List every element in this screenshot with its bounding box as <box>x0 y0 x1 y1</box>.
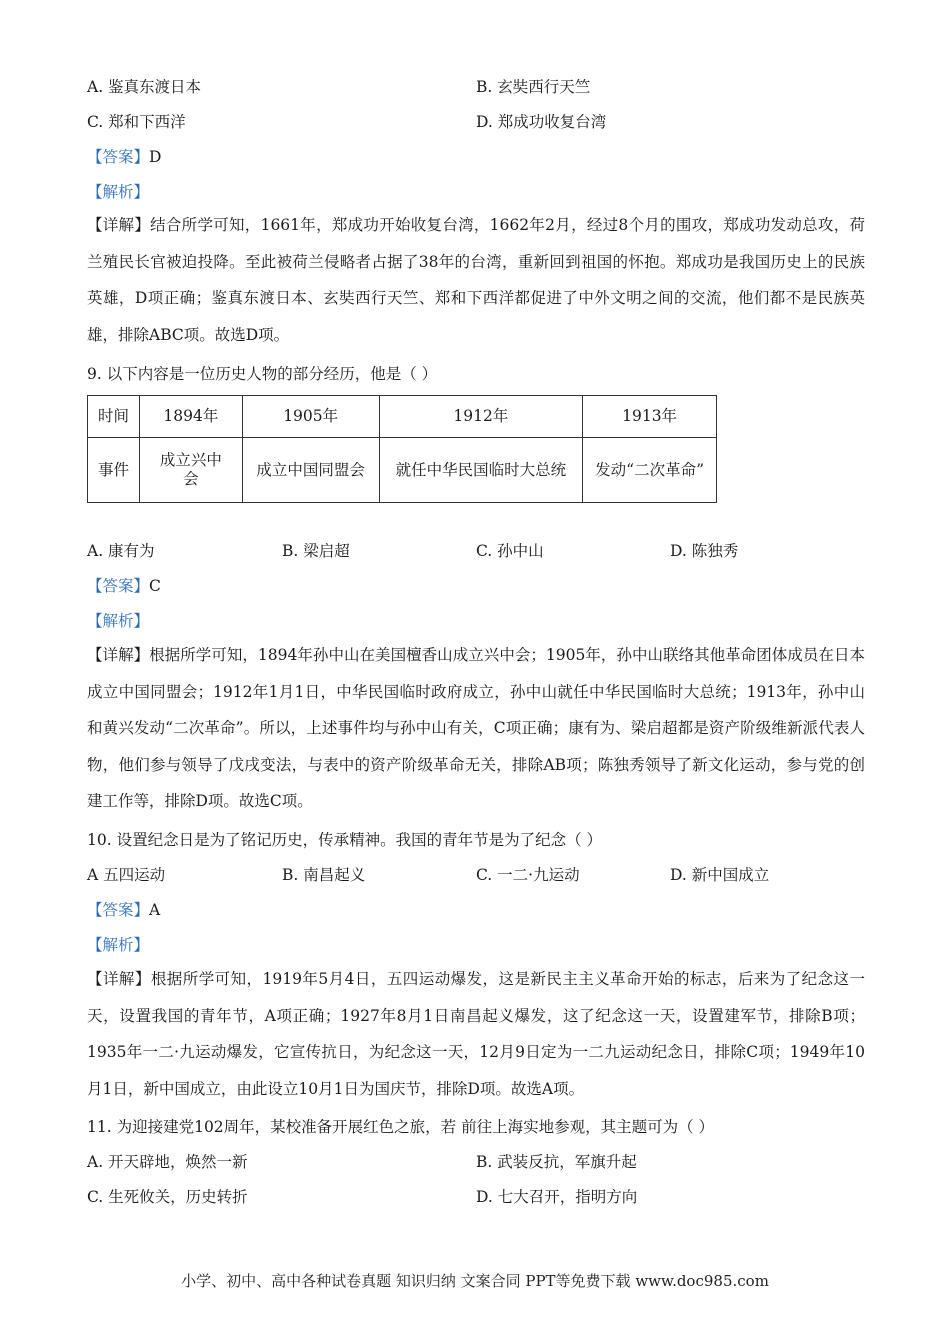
q10-option-b: B. 南昌起义 <box>282 866 366 884</box>
table-cell: 1894年 <box>139 396 242 438</box>
q8-option-b: B. 玄奘西行天竺 <box>476 78 591 96</box>
answer-tag: 【答案】 <box>87 901 150 919</box>
q10-question: 10. 设置纪念日是为了铭记历史，传承精神。我国的青年节是为了纪念（ ） <box>87 831 603 849</box>
q10-answer <box>87 900 160 920</box>
page-footer: 小学、初中、高中各种试卷真题 知识归纳 文案合同 PPT等免费下载 www.doc985.com <box>181 1272 769 1290</box>
q9-table <box>87 395 717 503</box>
q8-option-d: D. 郑成功收复台湾 <box>476 113 607 131</box>
table-cell: 成立中国同盟会 <box>242 438 379 503</box>
q9-option-d: D. 陈独秀 <box>670 542 739 560</box>
q10-detail <box>87 961 865 1107</box>
q11-option-c: C. 生死攸关，历史转折 <box>87 1188 248 1206</box>
q11-option-d: D. 七大召开，指明方向 <box>476 1188 638 1206</box>
q10-option-a: A 五四运动 <box>87 866 166 884</box>
q9-analysis-tag: 【解析】 <box>87 612 150 630</box>
q8-option-c: C. 郑和下西洋 <box>87 113 186 131</box>
q9-option-c: C. 孙中山 <box>476 542 544 560</box>
table-cell: 1912年 <box>379 396 583 438</box>
q9-question: 9. 以下内容是一位历史人物的部分经历，他是（ ） <box>87 365 438 383</box>
q10-analysis-tag: 【解析】 <box>87 936 150 954</box>
detail-text: 根据所学可知，1919年5月4日，五四运动爆发，这是新民主主义革命开始的标志，后来为了纪念这一天，设置我国的青年节，A项正确；1927年8月1日南昌起义爆发，这了纪念这一天，设置建军节，排除B项；1935年一二·九运动爆发，它宣传抗日，为纪念这一天，12月9日定为一二九运动纪念日，排除C项；1949年10月1日，新中国成立，由此设立10月1日为国庆节，排除D项。故选A项。 <box>87 970 865 1098</box>
table-cell: 发动“二次革命” <box>583 438 717 503</box>
q8-answer <box>87 147 161 167</box>
answer-tag: 【答案】 <box>87 577 150 595</box>
q8-detail <box>87 207 865 353</box>
table-cell: 1905年 <box>242 396 379 438</box>
q9-option-a: A. 康有为 <box>87 542 155 560</box>
detail-tag: 【详解】 <box>87 646 150 664</box>
detail-text: 结合所学可知，1661年，郑成功开始收复台湾，1662年2月，经过8个月的围攻，郑成功发动总攻，荷兰殖民长官被迫投降。至此被荷兰侵略者占据了38年的台湾，重新回到祖国的怀抱。郑成功是我国历史上的民族英雄，D项正确；鉴真东渡日本、玄奘西行天竺、郑和下西洋都促进了中外文明之间的交流，他们都不是民族英雄，排除ABC项。故选D项。 <box>87 216 865 344</box>
detail-text: 根据所学可知，1894年孙中山在美国檀香山成立兴中会；1905年，孙中山联络其他革命团体成员在日本成立中国同盟会；1912年1月1日，中华民国临时政府成立，孙中山就任中华民国临时大总统；1913年，孙中山和黄兴发动“二次革命”。所以，上述事件均与孙中山有关，C项正确；康有为、梁启超都是资产阶级维新派代表人物，他们参与领导了戊戌变法，与表中的资产阶级革命无关，排除AB项；陈独秀领导了新文化运动，参与党的创建工作等，排除D项。故选C项。 <box>87 646 865 810</box>
q11-option-b: B. 武装反抗，军旗升起 <box>476 1153 637 1171</box>
answer-value: A <box>149 901 161 919</box>
answer-value: D <box>149 148 162 166</box>
detail-tag: 【详解】 <box>87 216 151 234</box>
q8-option-a: A. 鉴真东渡日本 <box>87 78 202 96</box>
q8-analysis-tag: 【解析】 <box>87 183 150 201</box>
table-cell: 事件 <box>88 438 140 503</box>
table-cell: 1913年 <box>583 396 717 438</box>
table-cell: 成立兴中会 <box>139 438 242 503</box>
q11-option-a: A. 开天辟地，焕然一新 <box>87 1153 248 1171</box>
answer-tag: 【答案】 <box>87 148 150 166</box>
q9-answer <box>87 576 161 596</box>
answer-value: C <box>149 577 161 595</box>
table-row <box>88 438 717 503</box>
table-row <box>88 396 717 438</box>
q10-option-d: D. 新中国成立 <box>670 866 770 884</box>
q9-detail <box>87 637 865 820</box>
detail-tag: 【详解】 <box>87 970 151 988</box>
q11-question: 11. 为迎接建党102周年，某校准备开展红色之旅，若 前往上海实地参观，其主题可为（ ） <box>87 1118 715 1136</box>
q9-option-b: B. 梁启超 <box>282 542 350 560</box>
q10-option-c: C. 一二·九运动 <box>476 866 580 884</box>
table-cell: 就任中华民国临时大总统 <box>379 438 583 503</box>
table-cell: 时间 <box>88 396 140 438</box>
